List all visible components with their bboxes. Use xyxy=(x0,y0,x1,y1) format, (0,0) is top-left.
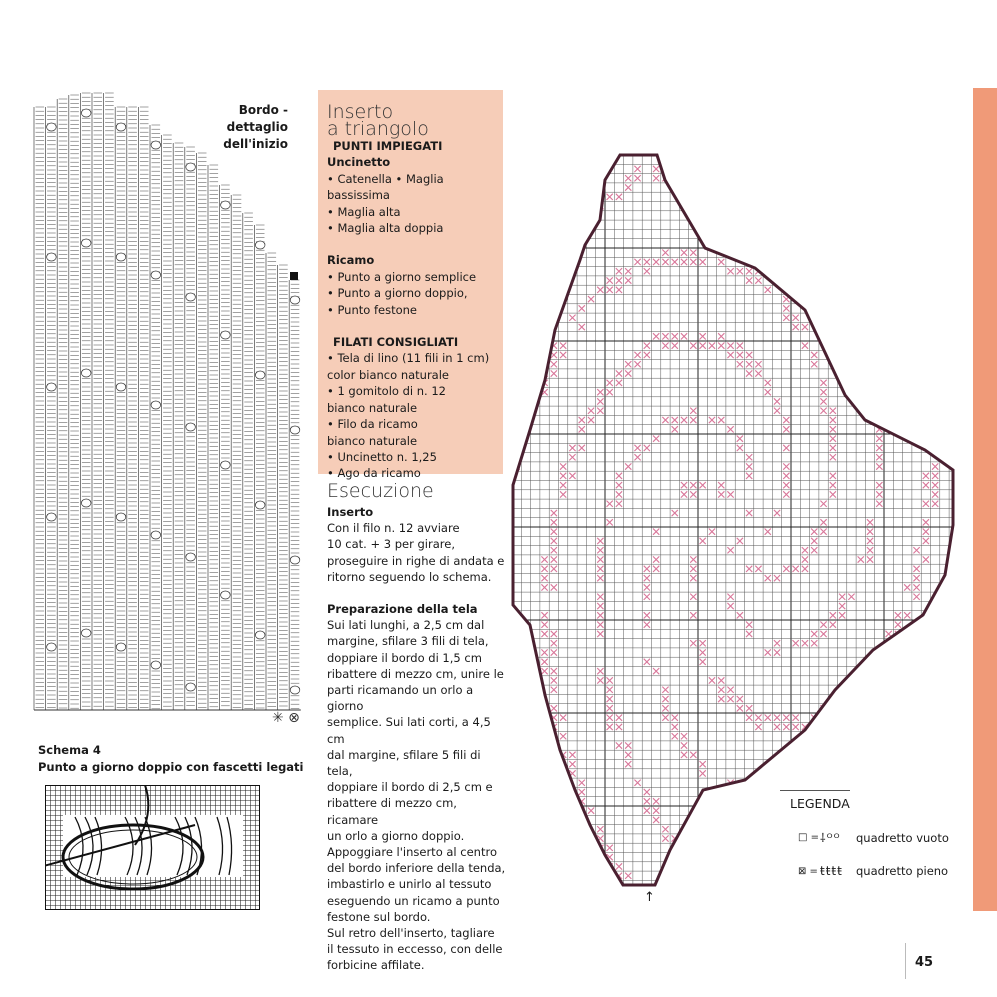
yarn-line: bianco naturale xyxy=(327,433,418,448)
insert-title-1: Inserto xyxy=(327,101,394,123)
body-line: il tessuto in eccesso, con delle xyxy=(327,942,503,957)
crochet-item: • Maglia alta xyxy=(327,204,401,219)
body-line: imbastirlo e unirlo al tessuto xyxy=(327,877,492,892)
legend-rule xyxy=(780,790,850,791)
up-arrow-icon: ↑ xyxy=(644,890,655,905)
treble-symbol-icon: ŧŧŧŧ xyxy=(820,864,843,878)
schema-caption: Schema 4 Punto a giorno doppio con fascetti legati xyxy=(38,743,304,774)
body-line: Sui lati lunghi, a 2,5 cm dal xyxy=(327,618,485,633)
materials-text xyxy=(327,101,502,482)
crochet-heading: Uncinetto xyxy=(327,155,391,170)
yarn-line: • 1 gomitolo di n. 12 xyxy=(327,384,446,399)
embroidery-item: • Punto a giorno semplice xyxy=(327,269,477,284)
yarn-line: • Ago da ricamo xyxy=(327,466,421,481)
body-line: un orlo a giorno doppio. xyxy=(327,828,465,843)
embroidery-item: • Punto a giorno doppio, xyxy=(327,286,468,301)
hemstitch-illustration xyxy=(45,785,260,910)
body-line: dal margine, sfilare 5 fili di tela, xyxy=(327,747,481,779)
page-number: 45 xyxy=(915,955,934,970)
body-line: doppiare il bordo di 2,5 cm e xyxy=(327,780,493,795)
edge-crochet-chart xyxy=(30,85,305,725)
edge-chart-title: Bordo - dettaglio dell'inizio xyxy=(223,103,288,151)
prep-heading: Preparazione della tela xyxy=(327,602,478,617)
body-line: doppiare il bordo di 1,5 cm xyxy=(327,650,482,665)
body-line: semplice. Sui lati corti, a 4,5 cm xyxy=(327,715,491,746)
embroidery-item: • Punto festone xyxy=(327,302,417,317)
body-line: parti ricamando un orlo a giorno xyxy=(327,683,474,714)
insert-heading: Inserto xyxy=(327,505,374,519)
body-line: festone sul bordo. xyxy=(327,909,431,924)
crochet-item: • Catenella • Maglia bassissima xyxy=(327,171,444,203)
body-line: Con il filo n. 12 avviare xyxy=(327,521,460,536)
yarn-line: color bianco naturale xyxy=(327,367,449,382)
legend-empty-row xyxy=(798,829,960,846)
full-square-icon: ⊠ = xyxy=(798,865,818,877)
body-line: Appoggiare l'inserto al centro xyxy=(327,845,497,860)
insert-title-2: a triangolo xyxy=(327,118,429,140)
yarn-line: • Tela di lino (11 fili in 1 cm) xyxy=(327,351,490,366)
body-line: eseguendo un ricamo a punto xyxy=(327,893,500,908)
embroidery-heading: Ricamo xyxy=(327,253,375,268)
page-divider xyxy=(905,943,906,979)
crochet-item: • Maglia alta doppia xyxy=(327,221,444,236)
execution-title: Esecuzione xyxy=(327,480,434,502)
chain-symbol-icon: ⸸ᴼᴼ xyxy=(820,831,841,845)
legend-title: LEGENDA xyxy=(790,796,850,811)
legend-full-row xyxy=(798,864,960,878)
body-line: ritorno seguendo lo schema. xyxy=(327,569,492,584)
body-line: forbicine affilate. xyxy=(327,958,425,973)
body-line: Sul retro dell'inserto, tagliare xyxy=(327,926,495,941)
start-symbol-icon: ✳ ⊗ xyxy=(272,710,300,726)
legend-empty-label: quadretto vuoto xyxy=(856,830,949,845)
stitches-heading: PUNTI IMPIEGATI xyxy=(333,139,443,153)
yarn-line: • Filo da ricamo xyxy=(327,417,418,432)
body-line: proseguire in righe di andata e xyxy=(327,553,505,568)
body-line: del bordo inferiore della tenda, xyxy=(327,861,506,876)
accent-bar xyxy=(973,88,997,911)
execution-section xyxy=(327,480,507,974)
yarn-heading: FILATI CONSIGLIATI xyxy=(333,335,459,350)
yarn-line: • Uncinetto n. 1,25 xyxy=(327,449,437,464)
yarn-line: bianco naturale xyxy=(327,400,418,415)
legend-full-label: quadretto pieno xyxy=(856,864,949,878)
legend xyxy=(780,790,960,878)
body-line: 10 cat. + 3 per girare, xyxy=(327,537,455,552)
empty-square-icon: □ = xyxy=(798,832,820,843)
triangle-insert-chart xyxy=(505,150,975,895)
body-line: ribattere di mezzo cm, ricamare xyxy=(327,796,457,827)
body-line: ribattere di mezzo cm, unire le xyxy=(327,666,504,681)
body-line: margine, sfilare 3 fili di tela, xyxy=(327,634,489,649)
start-marker-icon xyxy=(290,272,298,280)
